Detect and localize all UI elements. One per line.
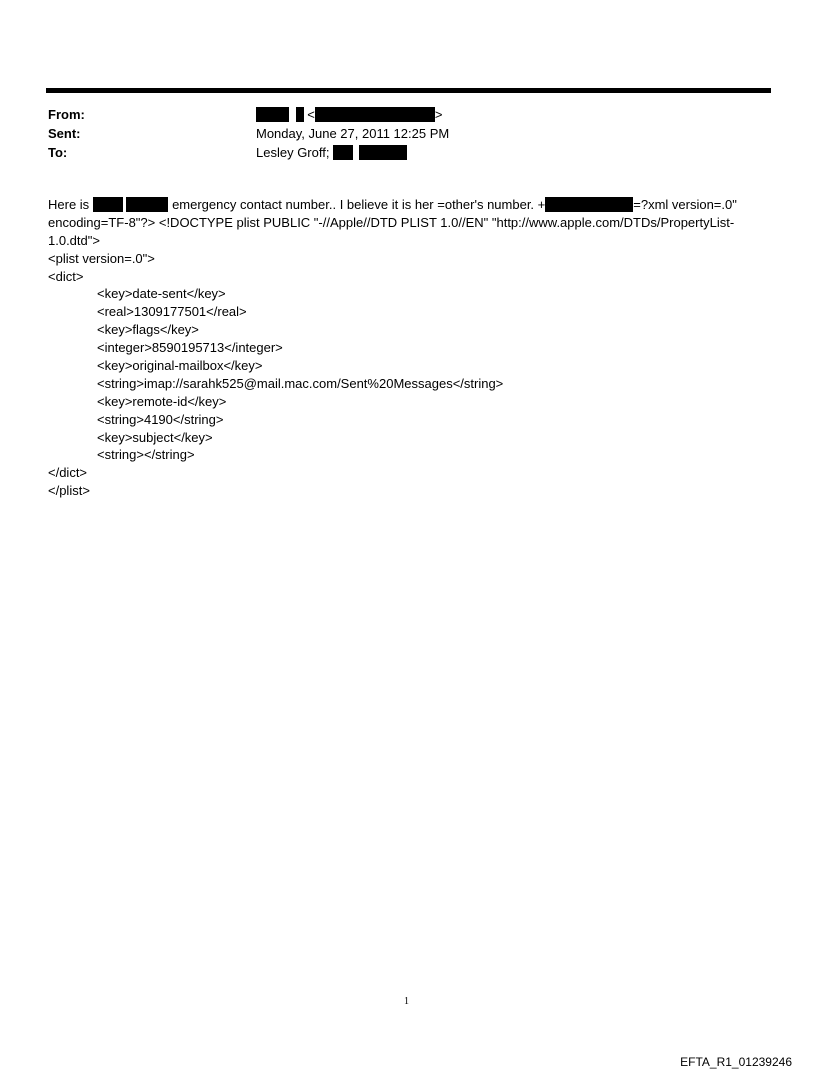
sent-label: Sent: — [48, 126, 81, 141]
redaction-block — [359, 145, 407, 160]
plist-entry: <real>1309177501</real> — [97, 304, 247, 320]
redaction-block — [333, 145, 353, 160]
plist-entry: <key>date-sent</key> — [97, 286, 226, 302]
from-label: From: — [48, 107, 85, 122]
body-text-segment: =?xml version=.0" — [633, 197, 737, 212]
body-line — [48, 196, 772, 214]
plist-entry: <key>remote-id</key> — [97, 393, 227, 409]
document-id: EFTA_R1_01239246 — [680, 1055, 792, 1069]
plist-entry: <key>original-mailbox</key> — [97, 358, 263, 374]
body-line: </plist> — [48, 483, 90, 499]
plist-entry: <string>4190</string> — [97, 411, 224, 427]
redaction-block — [296, 107, 304, 122]
plist-entry: <string></string> — [97, 447, 195, 463]
body-text-segment: Here is — [48, 197, 90, 212]
redaction-block — [315, 107, 435, 122]
body-line: encoding=TF-8"?> <!DOCTYPE plist PUBLIC "-//Apple//DTD PLIST 1.0//EN" "http://www.apple.com/DTDs/PropertyList- — [48, 214, 735, 230]
page-number: 1 — [404, 996, 409, 1007]
redaction-block — [545, 197, 633, 212]
body-line: </dict> — [48, 465, 88, 481]
from-value — [256, 106, 442, 124]
redaction-block — [126, 197, 168, 212]
plist-entry: <key>flags</key> — [97, 322, 199, 338]
message-body — [48, 196, 772, 500]
plist-entry: <integer>8590195713</integer> — [97, 340, 283, 356]
sent-value: Monday, June 27, 2011 12:25 PM — [256, 126, 450, 141]
header-rule — [46, 88, 771, 93]
body-line: <plist version=.0"> — [48, 250, 155, 266]
to-label: To: — [48, 145, 68, 160]
plist-entry: <string>imap://sarahk525@mail.mac.com/Sent%20Messages</string> — [97, 375, 504, 391]
from-close-bracket: > — [434, 107, 443, 122]
body-text-segment: emergency contact number.. I believe it is her =other's number. + — [172, 197, 546, 212]
redaction-block — [93, 197, 123, 212]
to-value — [256, 144, 407, 162]
redaction-block — [256, 107, 289, 122]
plist-entry: <key>subject</key> — [97, 429, 213, 445]
body-line: 1.0.dtd"> — [48, 232, 100, 248]
to-recipient: Lesley Groff; — [256, 145, 330, 160]
from-open-bracket: < — [307, 107, 315, 122]
body-line: <dict> — [48, 268, 84, 284]
